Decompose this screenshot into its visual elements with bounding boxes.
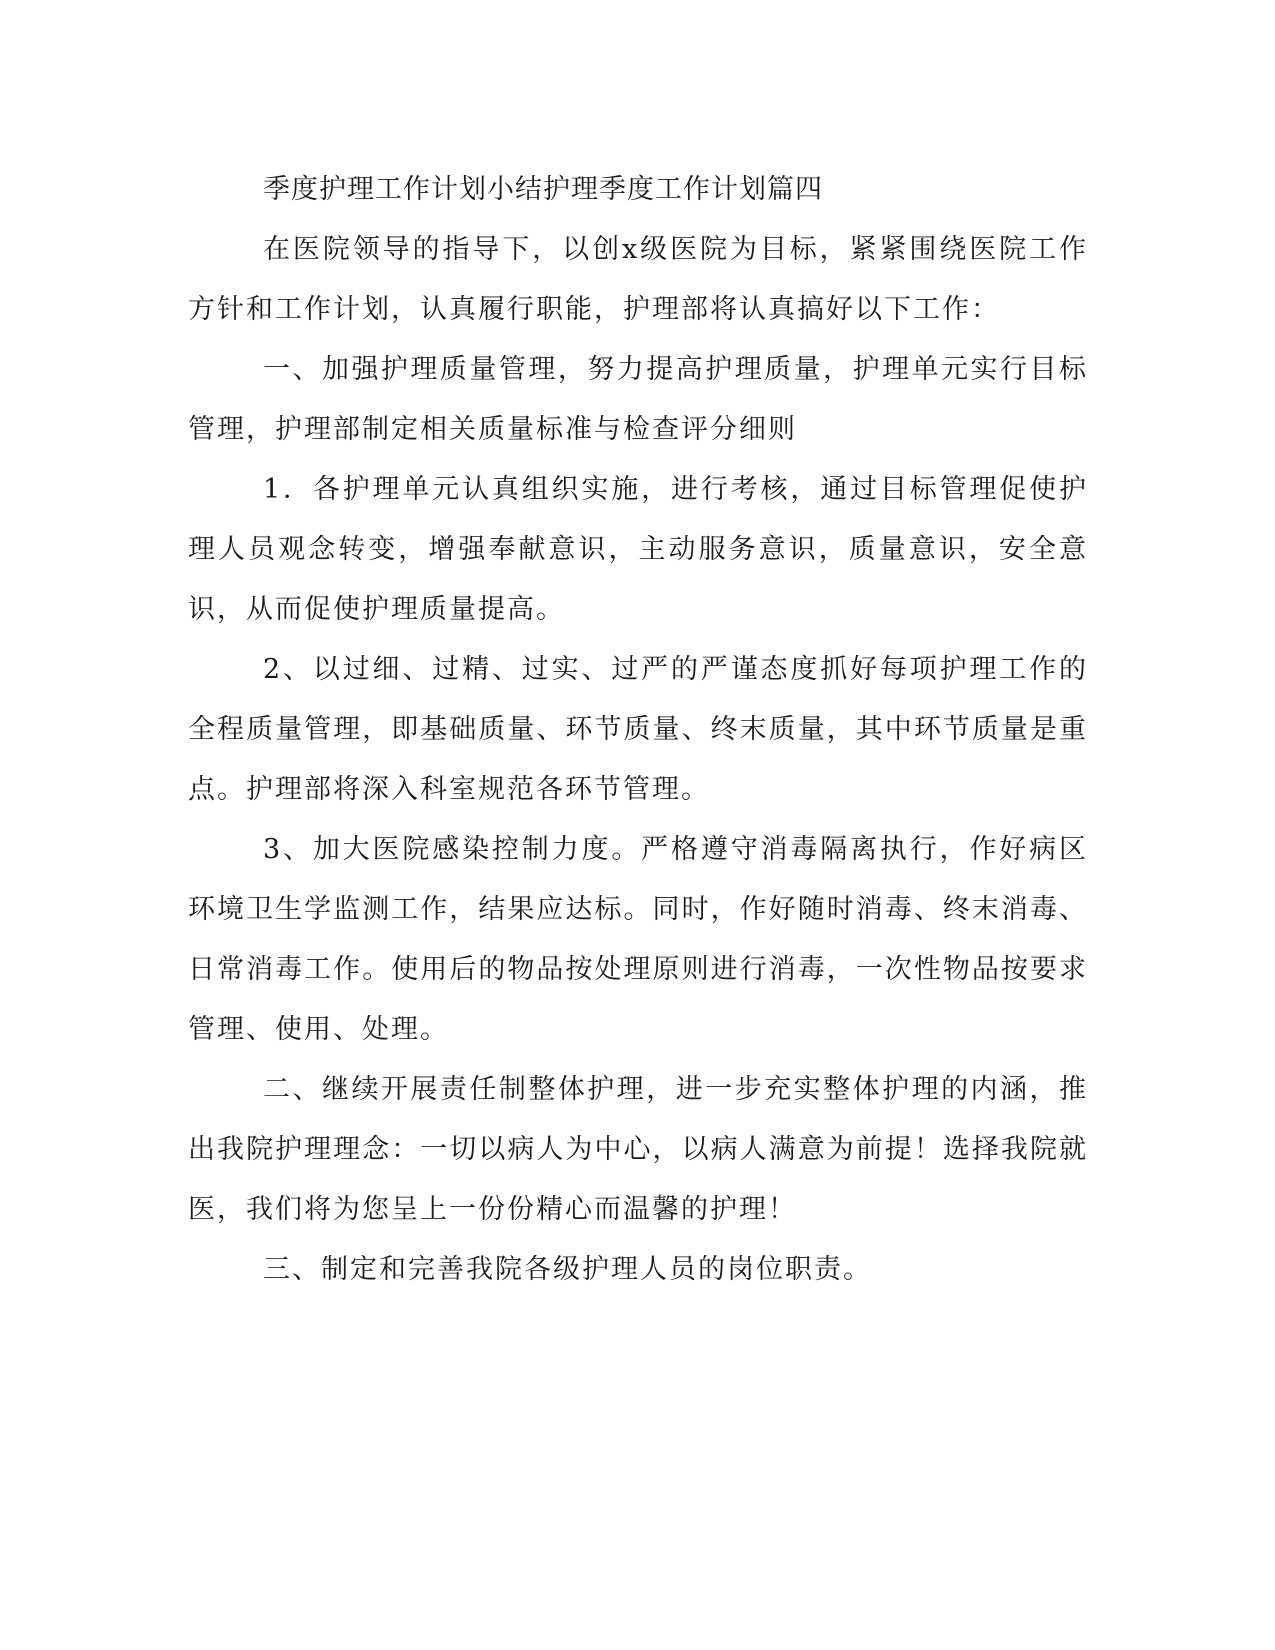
document-page bbox=[188, 160, 1088, 1300]
paragraph-item-3: 3、加大医院感染控制力度。严格遵守消毒隔离执行，作好病区环境卫生学监测工作，结果应达标。同时，作好随时消毒、终末消毒、日常消毒工作。使用后的物品按处理原则进行消毒，一次性物品按要求管理、使用、处理。 bbox=[188, 834, 1088, 1045]
paragraph-section-3: 三、制定和完善我院各级护理人员的岗位职责。 bbox=[263, 1254, 872, 1285]
paragraph-item-2: 2、以过细、过精、过实、过严的严谨态度抓好每项护理工作的全程质量管理，即基础质量、环节质量、终末质量，其中环节质量是重点。护理部将深入科室规范各环节管理。 bbox=[188, 654, 1088, 805]
paragraph-intro: 在医院领导的指导下，以创x级医院为目标，紧紧围绕医院工作方针和工作计划，认真履行职能，护理部将认真搞好以下工作： bbox=[188, 234, 1088, 325]
paragraph-section-2: 二、继续开展责任制整体护理，进一步充实整体护理的内涵，推出我院护理理念：一切以病人为中心，以病人满意为前提！选择我院就医，我们将为您呈上一份份精心而温馨的护理！ bbox=[188, 1074, 1088, 1225]
paragraph-section-1: 一、加强护理质量管理，努力提高护理质量，护理单元实行目标管理，护理部制定相关质量标准与检查评分细则 bbox=[188, 354, 1088, 445]
paragraph-item-1: 1．各护理单元认真组织实施，进行考核，通过目标管理促使护理人员观念转变，增强奉献意识，主动服务意识，质量意识，安全意识，从而促使护理质量提高。 bbox=[188, 474, 1088, 625]
document-title: 季度护理工作计划小结护理季度工作计划篇四 bbox=[263, 174, 823, 205]
